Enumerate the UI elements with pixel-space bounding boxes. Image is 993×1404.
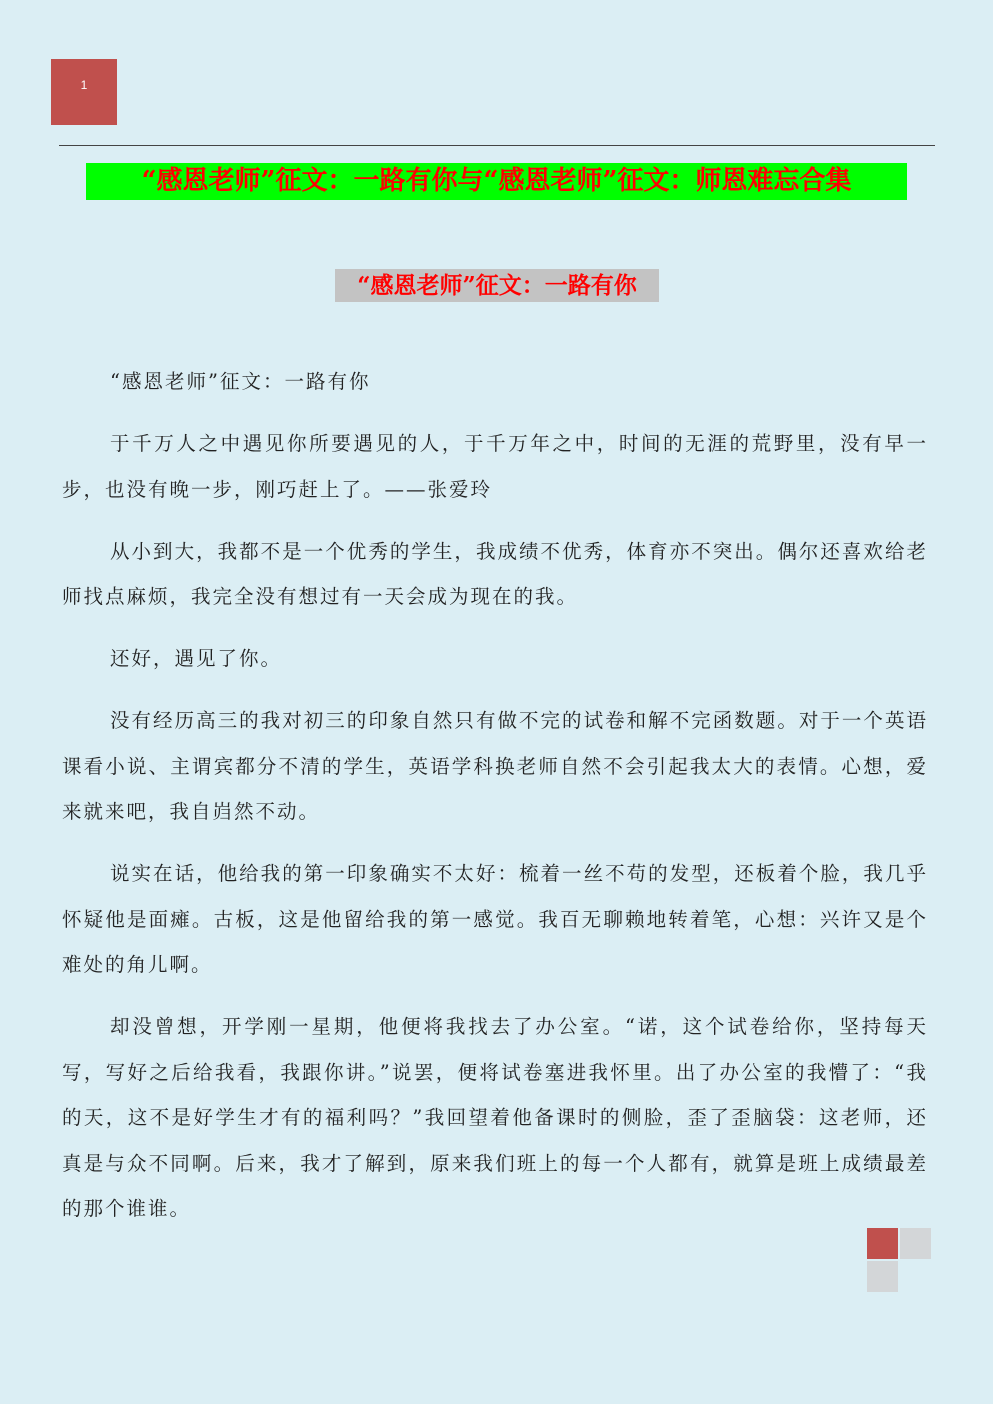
paragraph: 于千万人之中遇见你所要遇见的人，于千万年之中，时间的无涯的荒野里，没有早一步，也没有晚一步，刚巧赶上了。——张爱玲 — [62, 432, 928, 501]
corner-decoration — [867, 1228, 933, 1294]
paragraph: 从小到大，我都不是一个优秀的学生，我成绩不优秀，体育亦不突出。偶尔还喜欢给老师找点麻烦，我完全没有想过有一天会成为现在的我。 — [62, 539, 928, 608]
document-title: “感恩老师”征文：一路有你与“感恩老师”征文：师恩难忘合集 — [86, 163, 907, 200]
decor-square-red — [867, 1228, 898, 1259]
section-title: “感恩老师”征文：一路有你 — [335, 269, 659, 302]
page-number: 1 — [80, 78, 88, 92]
paragraph: 还好，遇见了你。 — [110, 647, 283, 670]
paragraph: 却没曾想，开学刚一星期，他便将我找去了办公室。“诺，这个试卷给你，坚持每天写，写好之后给我看，我跟你讲。”说罢，便将试卷塞进我怀里。出了办公室的我懵了：“我的天，这不是好学生才有的福利吗？”我回望着他备课时的侧脸，歪了歪脑袋：这老师，还真是与众不同啊。后来，我才了解到，原来我们班上的每一个人都有，就算是班上成绩最差的那个谁谁。 — [62, 1015, 928, 1220]
article-body — [62, 359, 928, 1248]
header-divider — [59, 145, 935, 146]
paragraph: 说实在话，他给我的第一印象确实不太好：梳着一丝不苟的发型，还板着个脸，我几乎怀疑他是面瘫。古板，这是他留给我的第一感觉。我百无聊赖地转着笔，心想：兴许又是个难处的角儿啊。 — [62, 862, 928, 976]
paragraph: “感恩老师”征文：一路有你 — [110, 370, 371, 393]
decor-square-gray — [900, 1228, 931, 1259]
decor-square-gray — [867, 1261, 898, 1292]
page-number-badge — [51, 59, 117, 125]
paragraph: 没有经历高三的我对初三的印象自然只有做不完的试卷和解不完函数题。对于一个英语课看小说、主谓宾都分不清的学生，英语学科换老师自然不会引起我太大的表情。心想，爱来就来吧，我自岿然不动。 — [62, 709, 928, 823]
